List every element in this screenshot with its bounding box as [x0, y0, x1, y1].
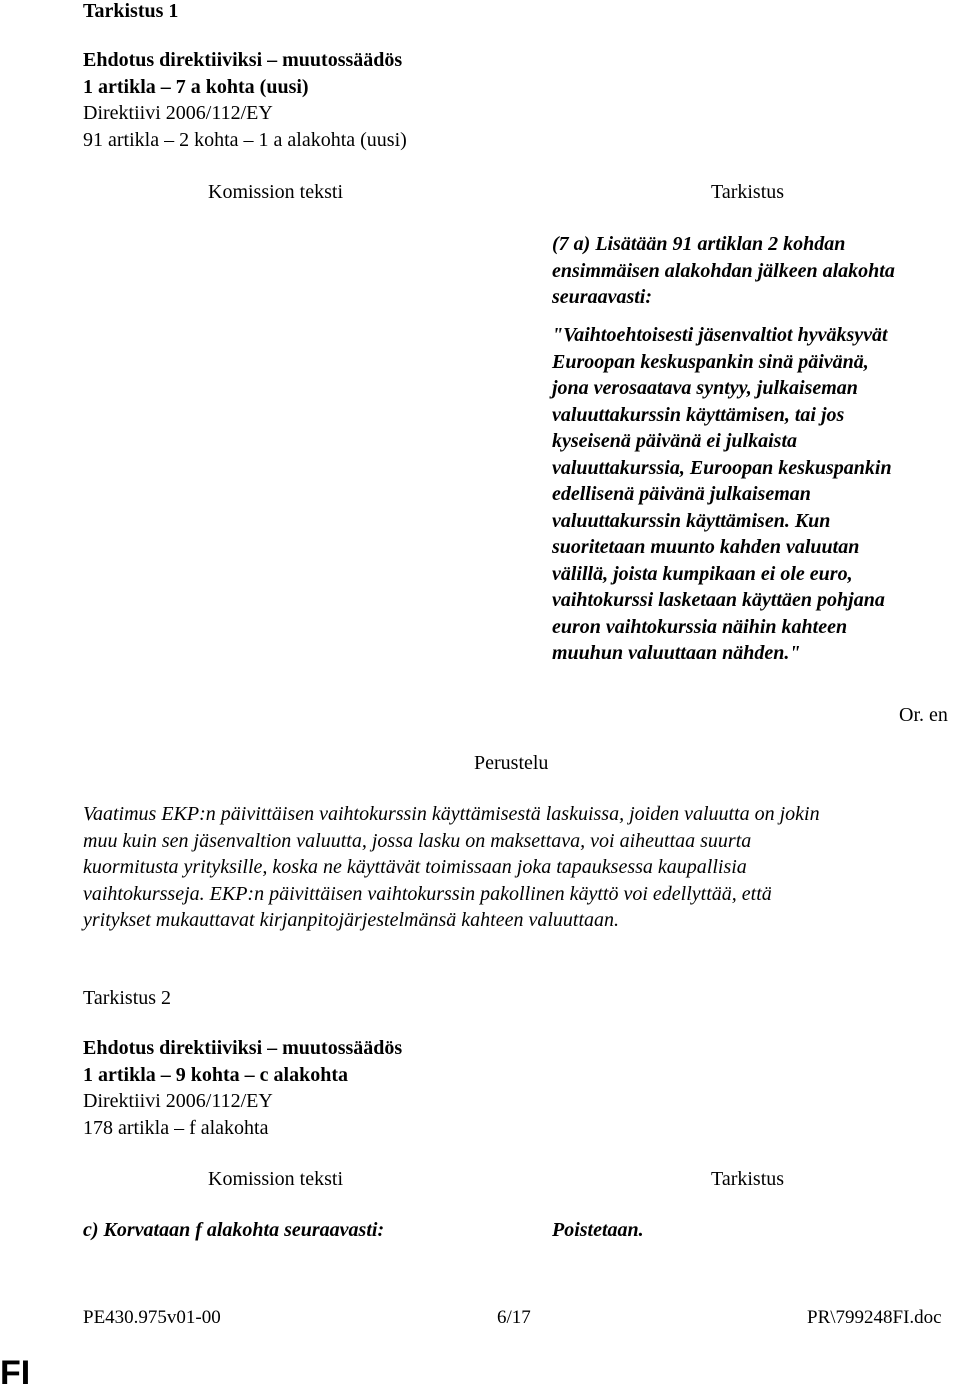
- commission-text-header: Komission teksti: [208, 1168, 344, 1190]
- text-line: seuraavasti:: [552, 286, 652, 308]
- text-line: muuhun valuuttaan nähden.": [552, 642, 801, 664]
- reference-line: 91 artikla – 2 kohta – 1 a alakohta (uusi): [83, 128, 407, 151]
- footer-page-number: 6/17: [497, 1307, 531, 1328]
- justification-heading: Perustelu: [474, 752, 549, 774]
- text-line: muu kuin sen jäsenvaltion valuutta, jossa lasku on maksettava, voi aiheuttaa suurta: [83, 829, 752, 852]
- text-line: ensimmäisen alakohdan jälkeen alakohta: [552, 259, 895, 282]
- text-line: euron vaihtokurssia näihin kahteen: [552, 615, 848, 638]
- reference-line: 1 artikla – 9 kohta – c alakohta: [83, 1063, 349, 1086]
- amendment-1-heading: Tarkistus 1: [83, 0, 179, 22]
- amendment-2-reference: [83, 1035, 402, 1141]
- reference-line: 178 artikla – f alakohta: [83, 1116, 269, 1139]
- reference-line: Ehdotus direktiiviksi – muutossäädös: [83, 49, 403, 71]
- text-line: (7 a) Lisätään 91 artiklan 2 kohdan: [552, 233, 846, 255]
- footer-doc-code: PE430.975v01-00: [83, 1307, 221, 1328]
- amendment-1-reference: [83, 47, 407, 153]
- text-line: kyseisenä päivänä ei julkaista: [552, 430, 797, 452]
- amendment-1-new-text: [552, 322, 892, 667]
- text-line: välillä, joista kumpikaan ei ole euro,: [552, 562, 853, 585]
- language-code: FI: [0, 1354, 31, 1392]
- text-line: vaihtokursseja. EKP:n päivittäisen vaihtokurssin pakollinen käyttö voi edellyttää, että: [83, 882, 772, 905]
- original-language-label: Or. en: [899, 704, 948, 726]
- commission-text-header: Komission teksti: [208, 181, 344, 203]
- text-line: valuuttakurssin käyttämisen. Kun: [552, 509, 831, 532]
- amendment-2-heading: Tarkistus 2: [83, 987, 172, 1009]
- justification-text: [83, 801, 820, 934]
- amendment-text: Poistetaan.: [552, 1219, 644, 1241]
- reference-line: Direktiivi 2006/112/EY: [83, 102, 273, 124]
- commission-text: c) Korvataan f alakohta seuraavasti:: [83, 1219, 385, 1241]
- text-line: Vaatimus EKP:n päivittäisen vaihtokurssin käyttämisestä laskuissa, joiden valuutta on jokin: [83, 803, 820, 825]
- reference-line: Direktiivi 2006/112/EY: [83, 1090, 273, 1112]
- text-line: suoritetaan muunto kahden valuutan: [552, 536, 860, 558]
- text-line: Euroopan keskuspankin sinä päivänä,: [552, 350, 869, 373]
- text-line: vaihtokurssi lasketaan käyttäen pohjana: [552, 589, 885, 611]
- text-line: yritykset mukauttavat kirjanpitojärjestelmänsä kahteen valuuttaan.: [83, 909, 620, 931]
- reference-line: 1 artikla – 7 a kohta (uusi): [83, 75, 309, 98]
- text-line: "Vaihtoehtoisesti jäsenvaltiot hyväksyvät: [552, 324, 888, 346]
- reference-line: Ehdotus direktiiviksi – muutossäädös: [83, 1037, 403, 1059]
- text-line: jona verosaatava syntyy, julkaiseman: [552, 377, 858, 399]
- text-line: valuuttakurssin käyttämisen, tai jos: [552, 403, 845, 426]
- text-line: valuuttakurssia, Euroopan keskuspankin: [552, 456, 892, 479]
- text-line: edellisenä päivänä julkaiseman: [552, 483, 811, 505]
- text-line: kuormitusta yrityksille, koska ne käyttävät toimissaan joka tapauksessa kaupallisia: [83, 856, 747, 878]
- footer-file-name: PR\799248FI.doc: [807, 1307, 942, 1328]
- amendment-header: Tarkistus: [711, 1168, 785, 1190]
- amendment-header: Tarkistus: [711, 181, 785, 203]
- amendment-1-intro: [552, 231, 895, 311]
